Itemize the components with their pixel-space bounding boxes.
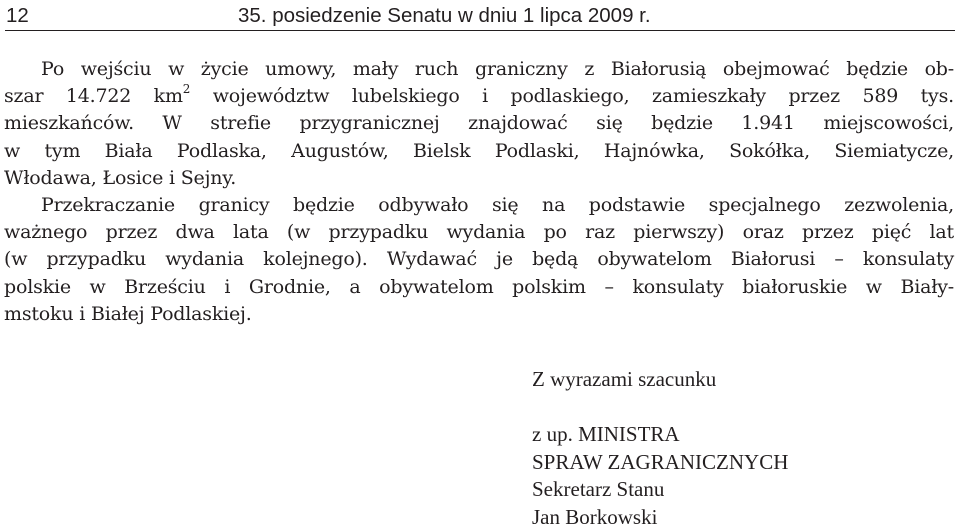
signatory-name: Jan Borkowski	[532, 504, 788, 531]
paragraph-2-line-5: mstoku i Białej Podlaskiej.	[4, 301, 954, 328]
paragraph-2-line-4: polskie w Brześciu i Grodnie, a obywatelom polskim – konsulaty białoruskie w Biały-	[4, 274, 954, 301]
area-text-continued: województw lubelskiego i podlaskiego, zamieszkały przez 589 tys.	[190, 85, 954, 107]
page-number: 12	[6, 3, 29, 29]
letter-body	[4, 56, 954, 328]
area-text: szar 14.722 km	[4, 85, 183, 107]
paragraph-2-line-1: Przekraczanie granicy będzie odbywało się na podstawie specjalnego zezwolenia,	[4, 192, 954, 219]
paragraph-2-line-3: (w przypadku wydania kolejnego). Wydawać je będą obywatelom Białorusi – konsulaty	[4, 246, 954, 273]
page-header	[6, 3, 954, 29]
signature-line-2: SPRAW ZAGRANICZNYCH	[532, 449, 788, 477]
paragraph-1	[4, 56, 954, 192]
signature-line-3: Sekretarz Stanu	[532, 476, 788, 504]
paragraph-2-line-2: ważnego przez dwa lata (w przypadku wydania po raz pierwszy) oraz przez pięć lat	[4, 219, 954, 246]
paragraph-1-line-5: Włodawa, Łosice i Sejny.	[4, 165, 954, 192]
closing-phrase: Z wyrazami szacunku	[532, 366, 788, 394]
paragraph-2	[4, 192, 954, 328]
paragraph-1-line-1: Po wejściu w życie umowy, mały ruch graniczny z Białorusią obejmować będzie ob-	[4, 56, 954, 83]
header-rule	[5, 30, 955, 31]
paragraph-1-line-4: w tym Biała Podlaska, Augustów, Bielsk Podlaski, Hajnówka, Sokółka, Siemiatycze,	[4, 138, 954, 165]
paragraph-1-line-3: mieszkańców. W strefie przygranicznej znajdować się będzie 1.941 miejscowości,	[4, 110, 954, 137]
signature-block	[532, 366, 788, 531]
area-superscript: 2	[183, 82, 190, 96]
signature-line-1: z up. MINISTRA	[532, 421, 788, 449]
running-title: 35. posiedzenie Senatu w dniu 1 lipca 2009 r.	[238, 3, 651, 29]
paragraph-1-line-2	[4, 83, 954, 110]
